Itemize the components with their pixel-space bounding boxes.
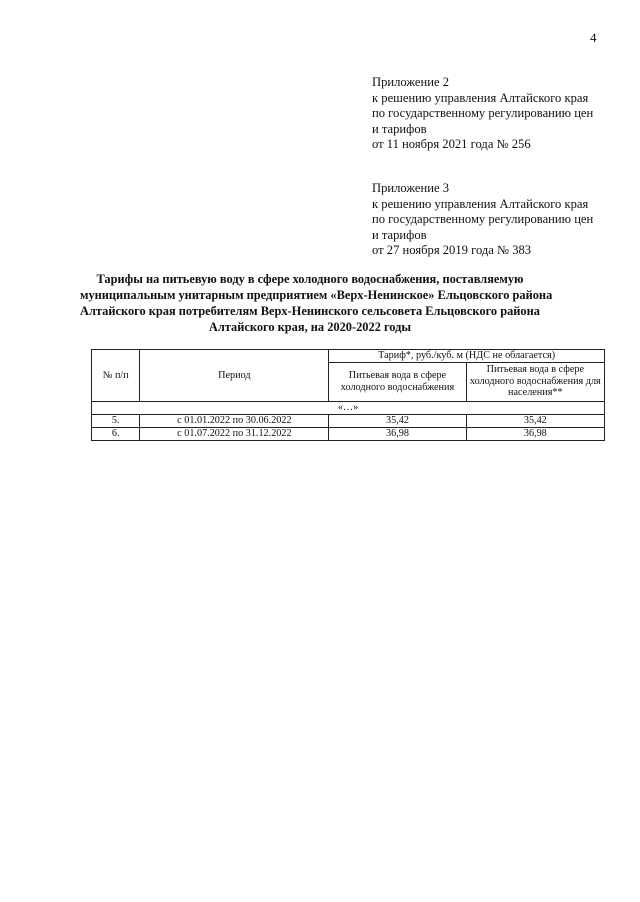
row-tariff-2: 36,98 xyxy=(466,427,604,440)
table-row xyxy=(92,427,605,440)
row-tariff-1: 36,98 xyxy=(329,427,466,440)
tariff-table xyxy=(91,349,605,441)
appendix-2-line: к решению управления Алтайского края xyxy=(372,90,589,105)
appendix-2-date: от 11 ноября 2021 года № 256 xyxy=(372,137,531,151)
title-line: Алтайского края, на 2020-2022 годы xyxy=(208,320,412,334)
appendix-3-line: по государственному регулированию цен xyxy=(372,212,594,226)
appendix-2-block xyxy=(372,75,612,153)
appendix-3-date: от 27 ноября 2019 года № 383 xyxy=(372,243,532,257)
title-line: Тарифы на питьевую воду в сфере холодного водоснабжения, поставляемую xyxy=(96,272,524,286)
appendix-3-line: к решению управления Алтайского края xyxy=(372,196,589,211)
title-line: муниципальным унитарным предприятием «Верх-Ненинское» Ельцовского района xyxy=(80,288,553,302)
header-drinking-water-population: Питьевая вода в сфере холодного водоснабжения для населения** xyxy=(466,362,604,401)
row-period: с 01.07.2022 по 31.12.2022 xyxy=(140,427,329,440)
appendix-2-line: и тарифов xyxy=(372,121,427,136)
appendix-3-block xyxy=(372,181,612,259)
appendix-3-line: и тарифов xyxy=(372,227,427,242)
table-row-ellipsis xyxy=(92,401,605,414)
header-number: № п/п xyxy=(92,350,140,402)
page-number: 4 xyxy=(590,30,597,45)
row-tariff-1: 35,42 xyxy=(329,414,466,427)
header-drinking-water: Питьевая вода в сфере холодного водоснабжения xyxy=(329,362,466,401)
row-number: 5. xyxy=(92,414,140,427)
document-title xyxy=(80,271,553,335)
title-line: Алтайского края потребителям Верх-Ненинского сельсовета Ельцовского района xyxy=(80,304,540,318)
header-tariff: Тариф*, руб./куб. м (НДС не облагается) xyxy=(329,350,605,363)
appendix-3-heading: Приложение 3 xyxy=(372,181,450,195)
table-row xyxy=(92,414,605,427)
appendix-2-heading: Приложение 2 xyxy=(372,75,450,89)
ellipsis-cell: «…» xyxy=(92,401,605,414)
row-period: с 01.01.2022 по 30.06.2022 xyxy=(140,414,329,427)
header-period: Период xyxy=(140,350,329,402)
row-tariff-2: 35,42 xyxy=(466,414,604,427)
row-number: 6. xyxy=(92,427,140,440)
table-header-row xyxy=(92,350,605,363)
appendix-2-line: по государственному регулированию цен xyxy=(372,106,594,120)
